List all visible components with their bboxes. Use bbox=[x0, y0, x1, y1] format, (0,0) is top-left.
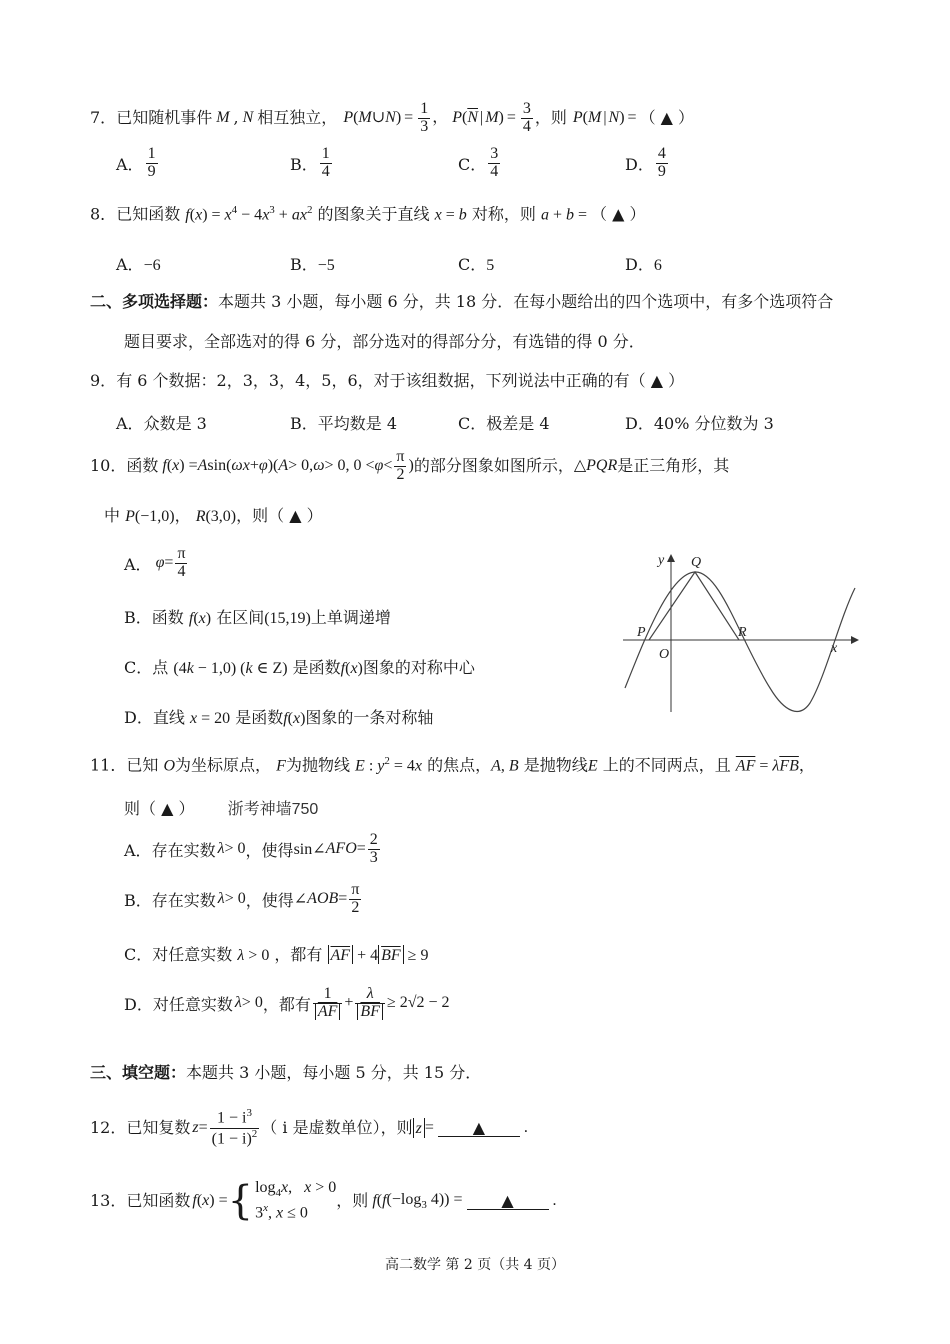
q8-option-d: D．6 bbox=[625, 255, 662, 274]
q7-p1-fraction: $\frac{1}{3}$ bbox=[420, 99, 429, 135]
graph-label-x: x bbox=[831, 641, 838, 656]
q9-option-c: C．极差是 4 bbox=[458, 414, 550, 433]
q8-option-b: B．−5 bbox=[290, 255, 335, 274]
q11-stem: 11．已知 O为坐标原点， F为抛物线 E : $y^2 = 4x$ 的焦点，A, B 是抛物线E 上的不同两点，且 $\overline{AF} = \lambda\overline{FB}$， bbox=[90, 755, 815, 775]
q11-option-a: A． 存在实数 λ > 0 ，使得 sin∠ AFO = $\frac{2}{3}$ bbox=[124, 831, 378, 866]
q7-stem-a: 已知随机事件 bbox=[116, 108, 213, 128]
graph-label-q: Q bbox=[691, 555, 702, 570]
q7-option-a: A． $\frac{1}{9}$ bbox=[116, 145, 156, 180]
graph-triangle-pqr bbox=[649, 572, 739, 640]
section3-title: 三、填空题： bbox=[90, 1063, 187, 1082]
q7-then: ，则 bbox=[534, 108, 567, 128]
graph-sine-curve bbox=[625, 572, 855, 711]
graph-label-y: y bbox=[658, 553, 665, 568]
q10-option-d: D．直线 x = 20 是函数f(x)图象的一条对称轴 bbox=[124, 708, 434, 727]
q12-stem: 12． 已知复数 z = $\frac{1 - i^3}{(1 - i)^2}$ （ i 是虚数单位），则 z = ▲ . bbox=[90, 1107, 528, 1147]
q10-stem-line2: 中 P(−1,0)， R(3,0)，则（ ▲ ） bbox=[104, 506, 323, 525]
q7-option-c: C． $\frac{3}{4}$ bbox=[458, 145, 499, 180]
q7-p2-fraction: $\frac{3}{4}$ bbox=[522, 99, 531, 135]
q7-stem-b: 相互独立， bbox=[257, 108, 338, 128]
section3-heading bbox=[90, 1063, 481, 1082]
section2-title: 二、多项选择题： bbox=[90, 292, 219, 311]
q11-watermark: 浙考神墙750 bbox=[227, 801, 319, 818]
q10-stem: 10． 函数 f ( x ) = A sin( ωx + φ )( A > 0, ω > 0, 0 < φ < $\frac{\pi}{2}$ ) 的部分图象如图所示， △ PQR 是正三角形，其 bbox=[90, 447, 730, 483]
q11-option-b: B． 存在实数 λ > 0 ，使得 ∠ AOB = $\frac{\pi}{2}$ bbox=[124, 881, 360, 916]
section2-line2: 题目要求，全部选对的得 6 分，部分选对的得部分分，有选错的得 0 分． bbox=[124, 332, 645, 351]
page-footer: 高二数学 第 2 页（共 4 页） bbox=[384, 1257, 566, 1273]
q7-answer-mark: （ ▲ ） bbox=[639, 108, 695, 128]
q7-option-d: D． $\frac{4}{9}$ bbox=[625, 145, 666, 180]
q7-option-b: B． $\frac{1}{4}$ bbox=[290, 145, 330, 180]
section2-heading bbox=[90, 292, 833, 311]
q11-stem-line2 bbox=[124, 799, 318, 819]
q9-option-a: A．众数是 3 bbox=[116, 414, 207, 433]
q7-stem: 7． 已知随机事件 M , N 相互独立， P ( M ∪ N ) = $\frac{1}{3}$ ， P ( $\overline{N}$ | M ) = $\frac{3}{4}$ ，则 P ( M | N ) = （ ▲ ） bbox=[90, 99, 695, 135]
q11-option-d: D． 对任意实数 λ > 0 ，都有 $\frac{1}{AF}$ + $\frac{\lambda}{BF}$ ≥ 2√2 − 2 bbox=[124, 985, 450, 1020]
q7-number: 7． bbox=[90, 108, 117, 128]
q9-option-d: D．40% 分位数为 3 bbox=[625, 414, 774, 433]
q9-option-b: B．平均数是 4 bbox=[290, 414, 398, 433]
q13-stem: 13． 已知函数 f ( x ) = { $\log_4x$, x > 0 3$^x$, x ≤ 0 ，则 f ( f ($-\log_3$ 4)) = ▲ . bbox=[90, 1177, 557, 1224]
q12-answer-blank[interactable]: ▲ bbox=[438, 1119, 520, 1138]
q8-option-c: C．5 bbox=[458, 255, 495, 274]
q8-option-a: A．−6 bbox=[116, 255, 161, 274]
q10-graph bbox=[615, 548, 865, 716]
q13-answer-blank[interactable]: ▲ bbox=[467, 1192, 549, 1211]
section3-text: 本题共 3 小题，每小题 5 分，共 15 分． bbox=[186, 1063, 482, 1082]
graph-x-arrow bbox=[851, 636, 859, 644]
q10-option-b: B．函数 f(x) 在区间(15,19)上单调递增 bbox=[124, 608, 391, 627]
graph-y-arrow bbox=[667, 554, 675, 562]
q10-option-a: A． φ = $\frac{\pi}{4}$ bbox=[124, 545, 186, 580]
q11-option-c: C．对任意实数 λ > 0 ，都有 $\overline{AF} + 4$ $\overline{BF} \ge 9$ bbox=[124, 945, 429, 964]
q9-stem: 9．有 6 个数据：2，3，3，4，5，6，对于该组数据，下列说法中正确的有（ ▲ ） bbox=[90, 371, 685, 390]
graph-label-p: P bbox=[637, 625, 646, 640]
graph-label-r: R bbox=[738, 625, 747, 640]
q8-stem: 8．已知函数 $f(x) = x^4 - 4x^3 + ax^2$ 的图象关于直线 x = b 对称，则 a + b = （ ▲ ） bbox=[90, 204, 646, 224]
q11-then-mark: 则（ ▲ ） bbox=[124, 799, 195, 818]
section2-line1: 本题共 3 小题，每小题 6 分，共 18 分．在每小题给出的四个选项中，有多个选项符合 bbox=[218, 292, 834, 311]
graph-label-o: O bbox=[659, 647, 670, 662]
q10-option-c: C．点 (4k − 1,0) (k ∈ Z) 是函数f(x)图象的对称中心 bbox=[124, 658, 475, 677]
